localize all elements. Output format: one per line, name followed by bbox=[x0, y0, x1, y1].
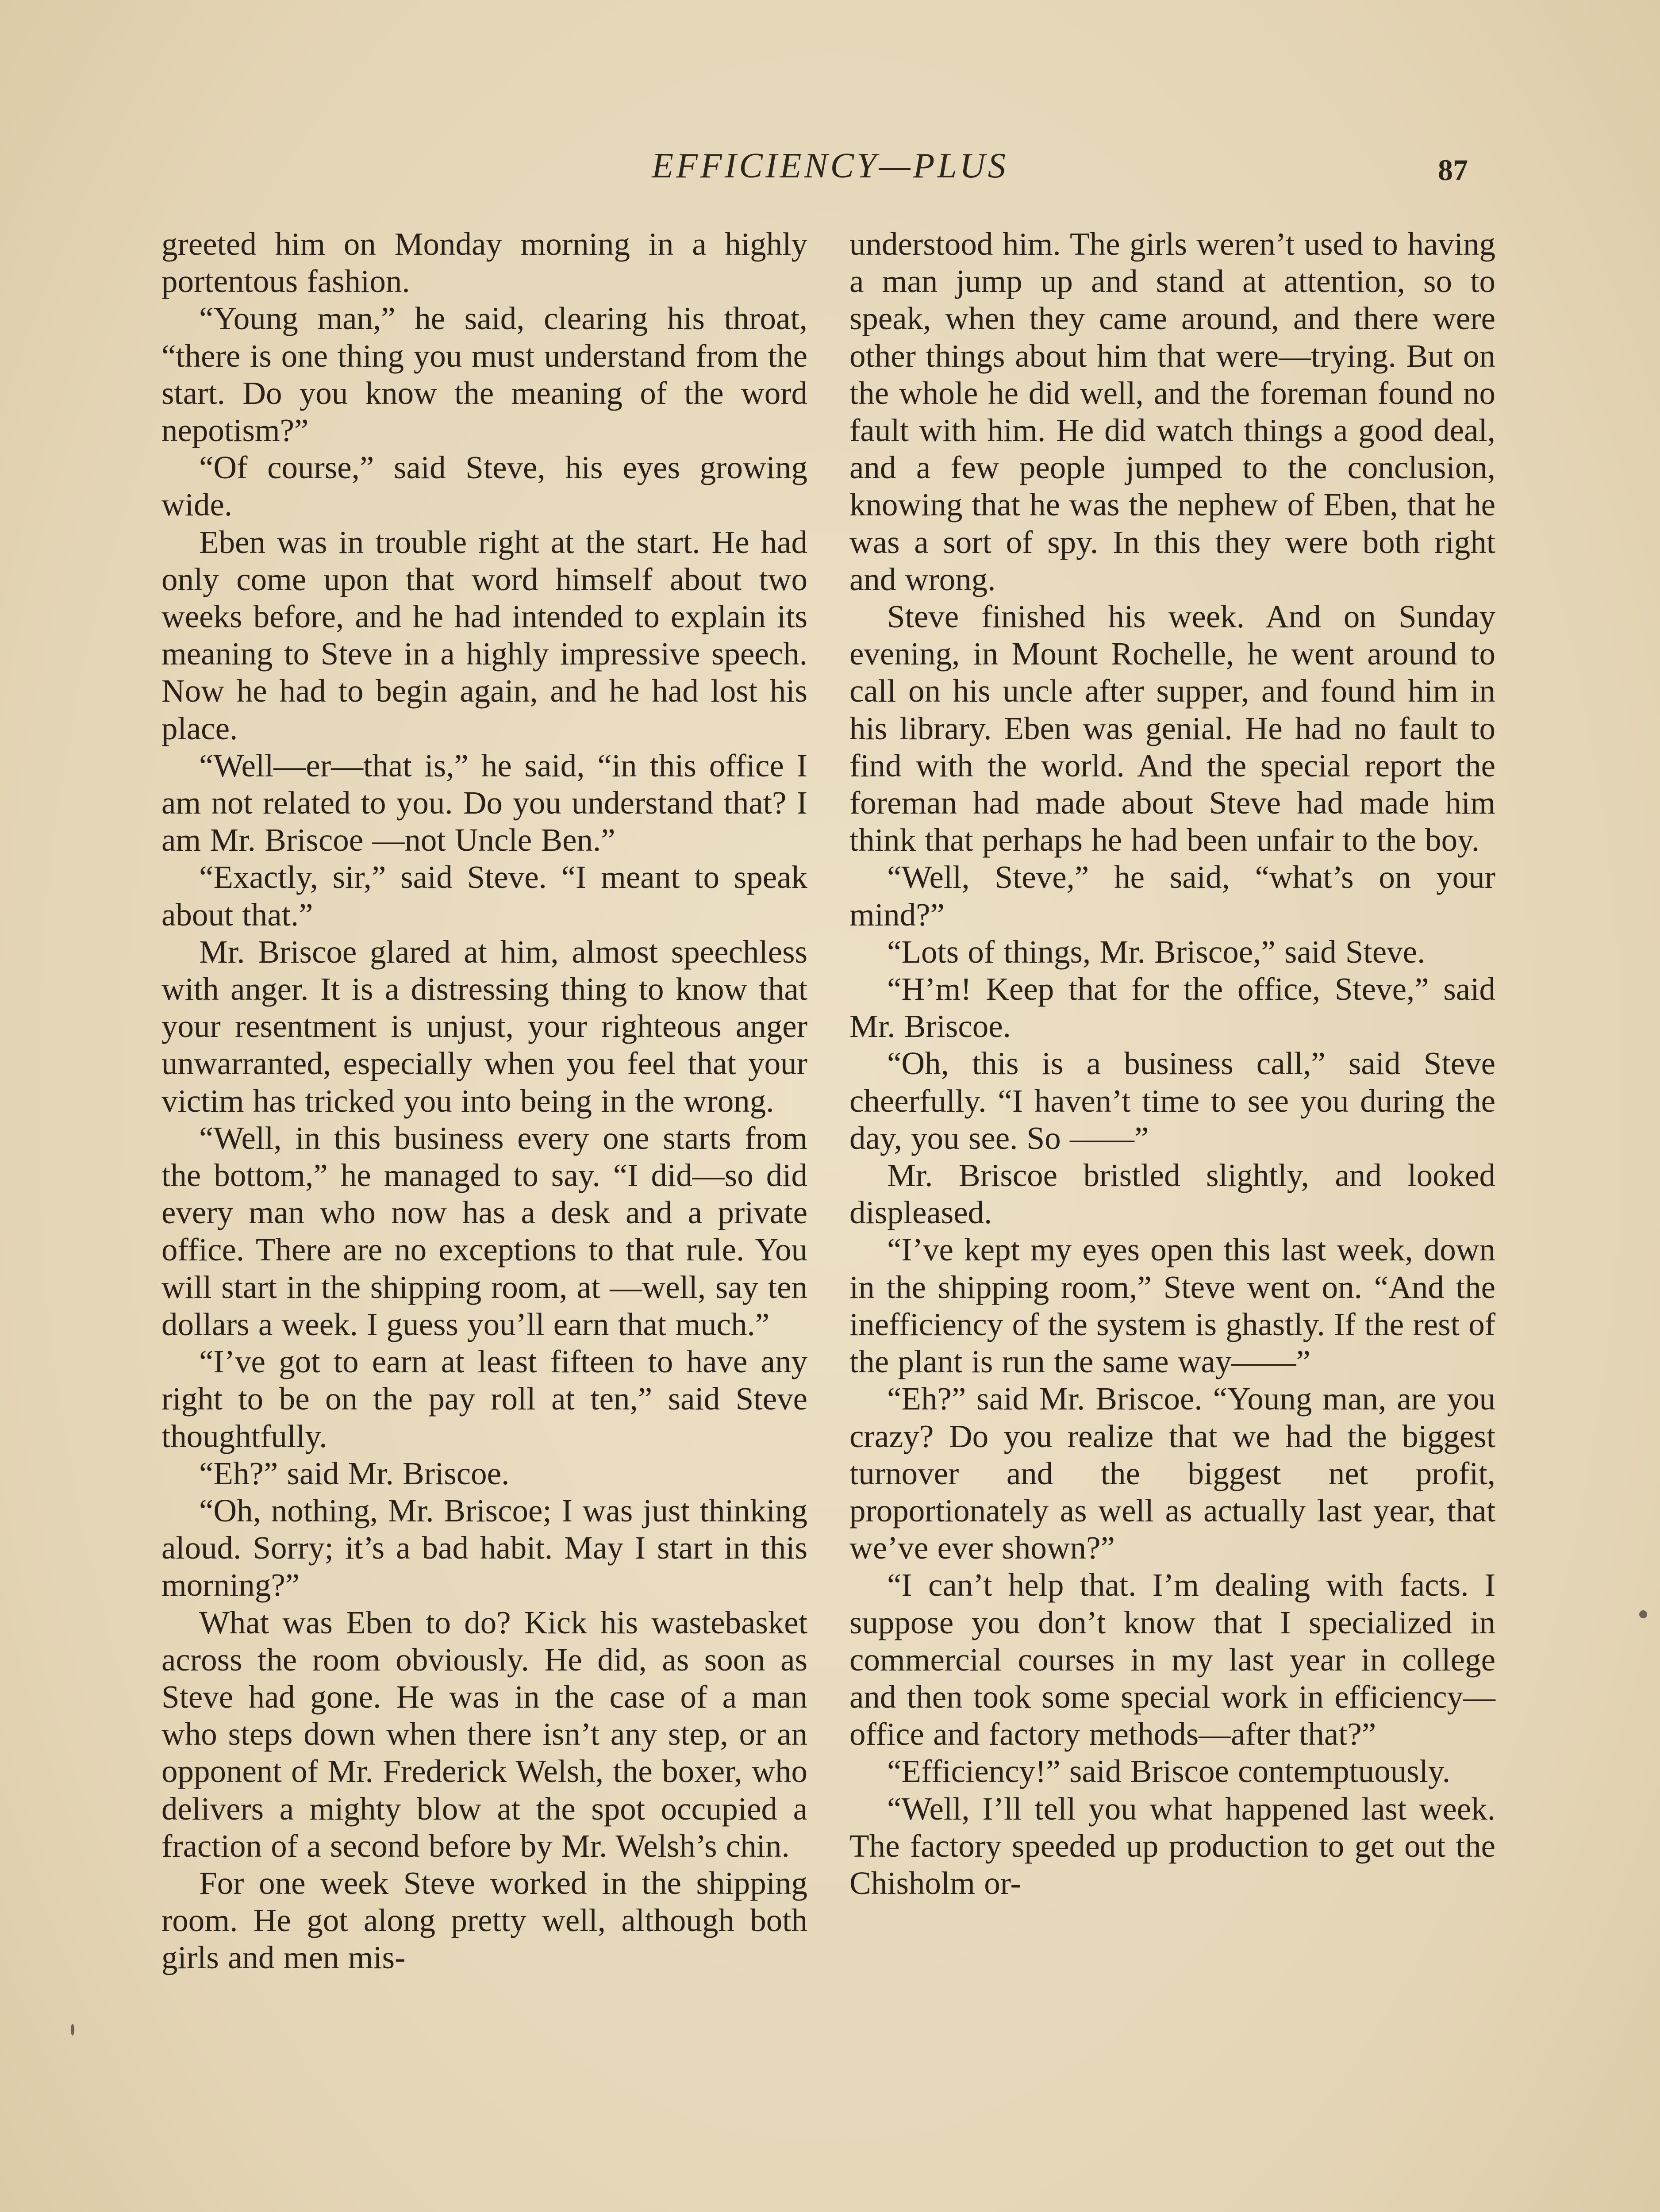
paragraph: Steve finished his week. And on Sunday evening, in Mount Rochelle, he went around to call on his uncle after supper, and found him in his library. Eben was genial. He had no fault to find with the world. And the special report the foreman had made about Steve had made him think that perhaps he had been unfair to the boy. bbox=[849, 599, 1495, 858]
paper-speck bbox=[1639, 1610, 1647, 1618]
paragraph: “Eh?” said Mr. Briscoe. bbox=[199, 1455, 510, 1491]
paragraph: Mr. Briscoe glared at him, almost speechless with anger. It is a distressing thing to know that your resentment is unjust, your righteous anger unwarranted, especially when you feel that your victim has tricked you into being in the wrong. bbox=[161, 933, 807, 1119]
running-title: EFFICIENCY—PLUS bbox=[652, 146, 1008, 185]
paragraph: Mr. Briscoe bristled slightly, and looked displeased. bbox=[849, 1157, 1495, 1231]
paragraph: “Oh, nothing, Mr. Briscoe; I was just thinking aloud. Sorry; it’s a bad habit. May I start in this morning?” bbox=[161, 1492, 807, 1603]
left-column bbox=[161, 226, 807, 1977]
paragraph: greeted him on Monday morning in a highly portentous fashion. bbox=[161, 226, 807, 300]
paragraph: “Well, in this business every one starts from the bottom,” he managed to say. “I did—so did every man who now has a desk and a private office. There are no exceptions to that rule. You will start in the shipping room, at —well, say ten dollars a week. I guess you’ll earn that much.” bbox=[161, 1120, 807, 1342]
page-number: 87 bbox=[1438, 153, 1468, 187]
paragraph: “Lots of things, Mr. Briscoe,” said Steve. bbox=[887, 933, 1426, 970]
paragraph: “I’ve kept my eyes open this last week, down in the shipping room,” Steve went on. “And the inefficiency of the system is ghastly. If the rest of the plant is run the same way——” bbox=[849, 1232, 1495, 1380]
paragraph: “Exactly, sir,” said Steve. “I meant to speak about that.” bbox=[161, 859, 807, 933]
paragraph: “Well, Steve,” he said, “what’s on your mind?” bbox=[849, 859, 1495, 933]
paragraph: “H’m! Keep that for the office, Steve,” said Mr. Briscoe. bbox=[849, 971, 1495, 1045]
paragraph: For one week Steve worked in the shipping room. He got along pretty well, although both girls and men mis- bbox=[161, 1865, 807, 1976]
paragraph: “Of course,” said Steve, his eyes growing wide. bbox=[161, 449, 807, 523]
paragraph: “Efficiency!” said Briscoe contemptuously. bbox=[887, 1753, 1450, 1790]
right-column bbox=[849, 226, 1495, 1902]
paragraph: “Well—er—that is,” he said, “in this office I am not related to you. Do you understand that? I am Mr. Briscoe —not Uncle Ben.” bbox=[161, 747, 807, 858]
paragraph: understood him. The girls weren’t used to having a man jump up and stand at attention, so to speak, when they came around, and there were other things about him that were—trying. But on the whole he did well, and the foreman found no fault with him. He did watch things a good deal, and a few people jumped to the conclusion, knowing that he was the nephew of Eben, that he was a sort of spy. In this they were both right and wrong. bbox=[849, 226, 1495, 597]
paragraph: “Oh, this is a business call,” said Steve cheerfully. “I haven’t time to see you during the day, you see. So ——” bbox=[849, 1045, 1495, 1156]
paragraph: “Young man,” he said, clearing his throat, “there is one thing you must understand from the start. Do you know the meaning of the word nepotism?” bbox=[161, 300, 807, 449]
paper-speck bbox=[71, 2024, 74, 2035]
paragraph: Eben was in trouble right at the start. He had only come upon that word himself about two weeks before, and he had intended to explain its meaning to Steve in a highly impressive speech. Now he had to begin again, and he had lost his place. bbox=[161, 524, 807, 746]
paragraph: “I can’t help that. I’m dealing with facts. I suppose you don’t know that I specialized in commercial courses in my last year in college and then took some special work in efficiency—office and factory methods—after that?” bbox=[849, 1567, 1495, 1752]
paragraph: “I’ve got to earn at least fifteen to have any right to be on the pay roll at ten,” said Steve thoughtfully. bbox=[161, 1344, 807, 1454]
paragraph: “Well, I’ll tell you what happened last week. The factory speeded up production to get out the Chisholm or- bbox=[849, 1790, 1495, 1901]
paragraph: What was Eben to do? Kick his wastebasket across the room obviously. He did, as soon as Steve had gone. He was in the case of a man who steps down when there isn’t any step, or an opponent of Mr. Frederick Welsh, the boxer, who delivers a mighty blow at the spot occupied a fraction of a second before by Mr. Welsh’s chin. bbox=[161, 1604, 807, 1864]
paragraph: “Eh?” said Mr. Briscoe. “Young man, are you crazy? Do you realize that we had the biggest turnover and the biggest net profit, proportionately as well as actually last year, that we’ve ever shown?” bbox=[849, 1381, 1495, 1566]
